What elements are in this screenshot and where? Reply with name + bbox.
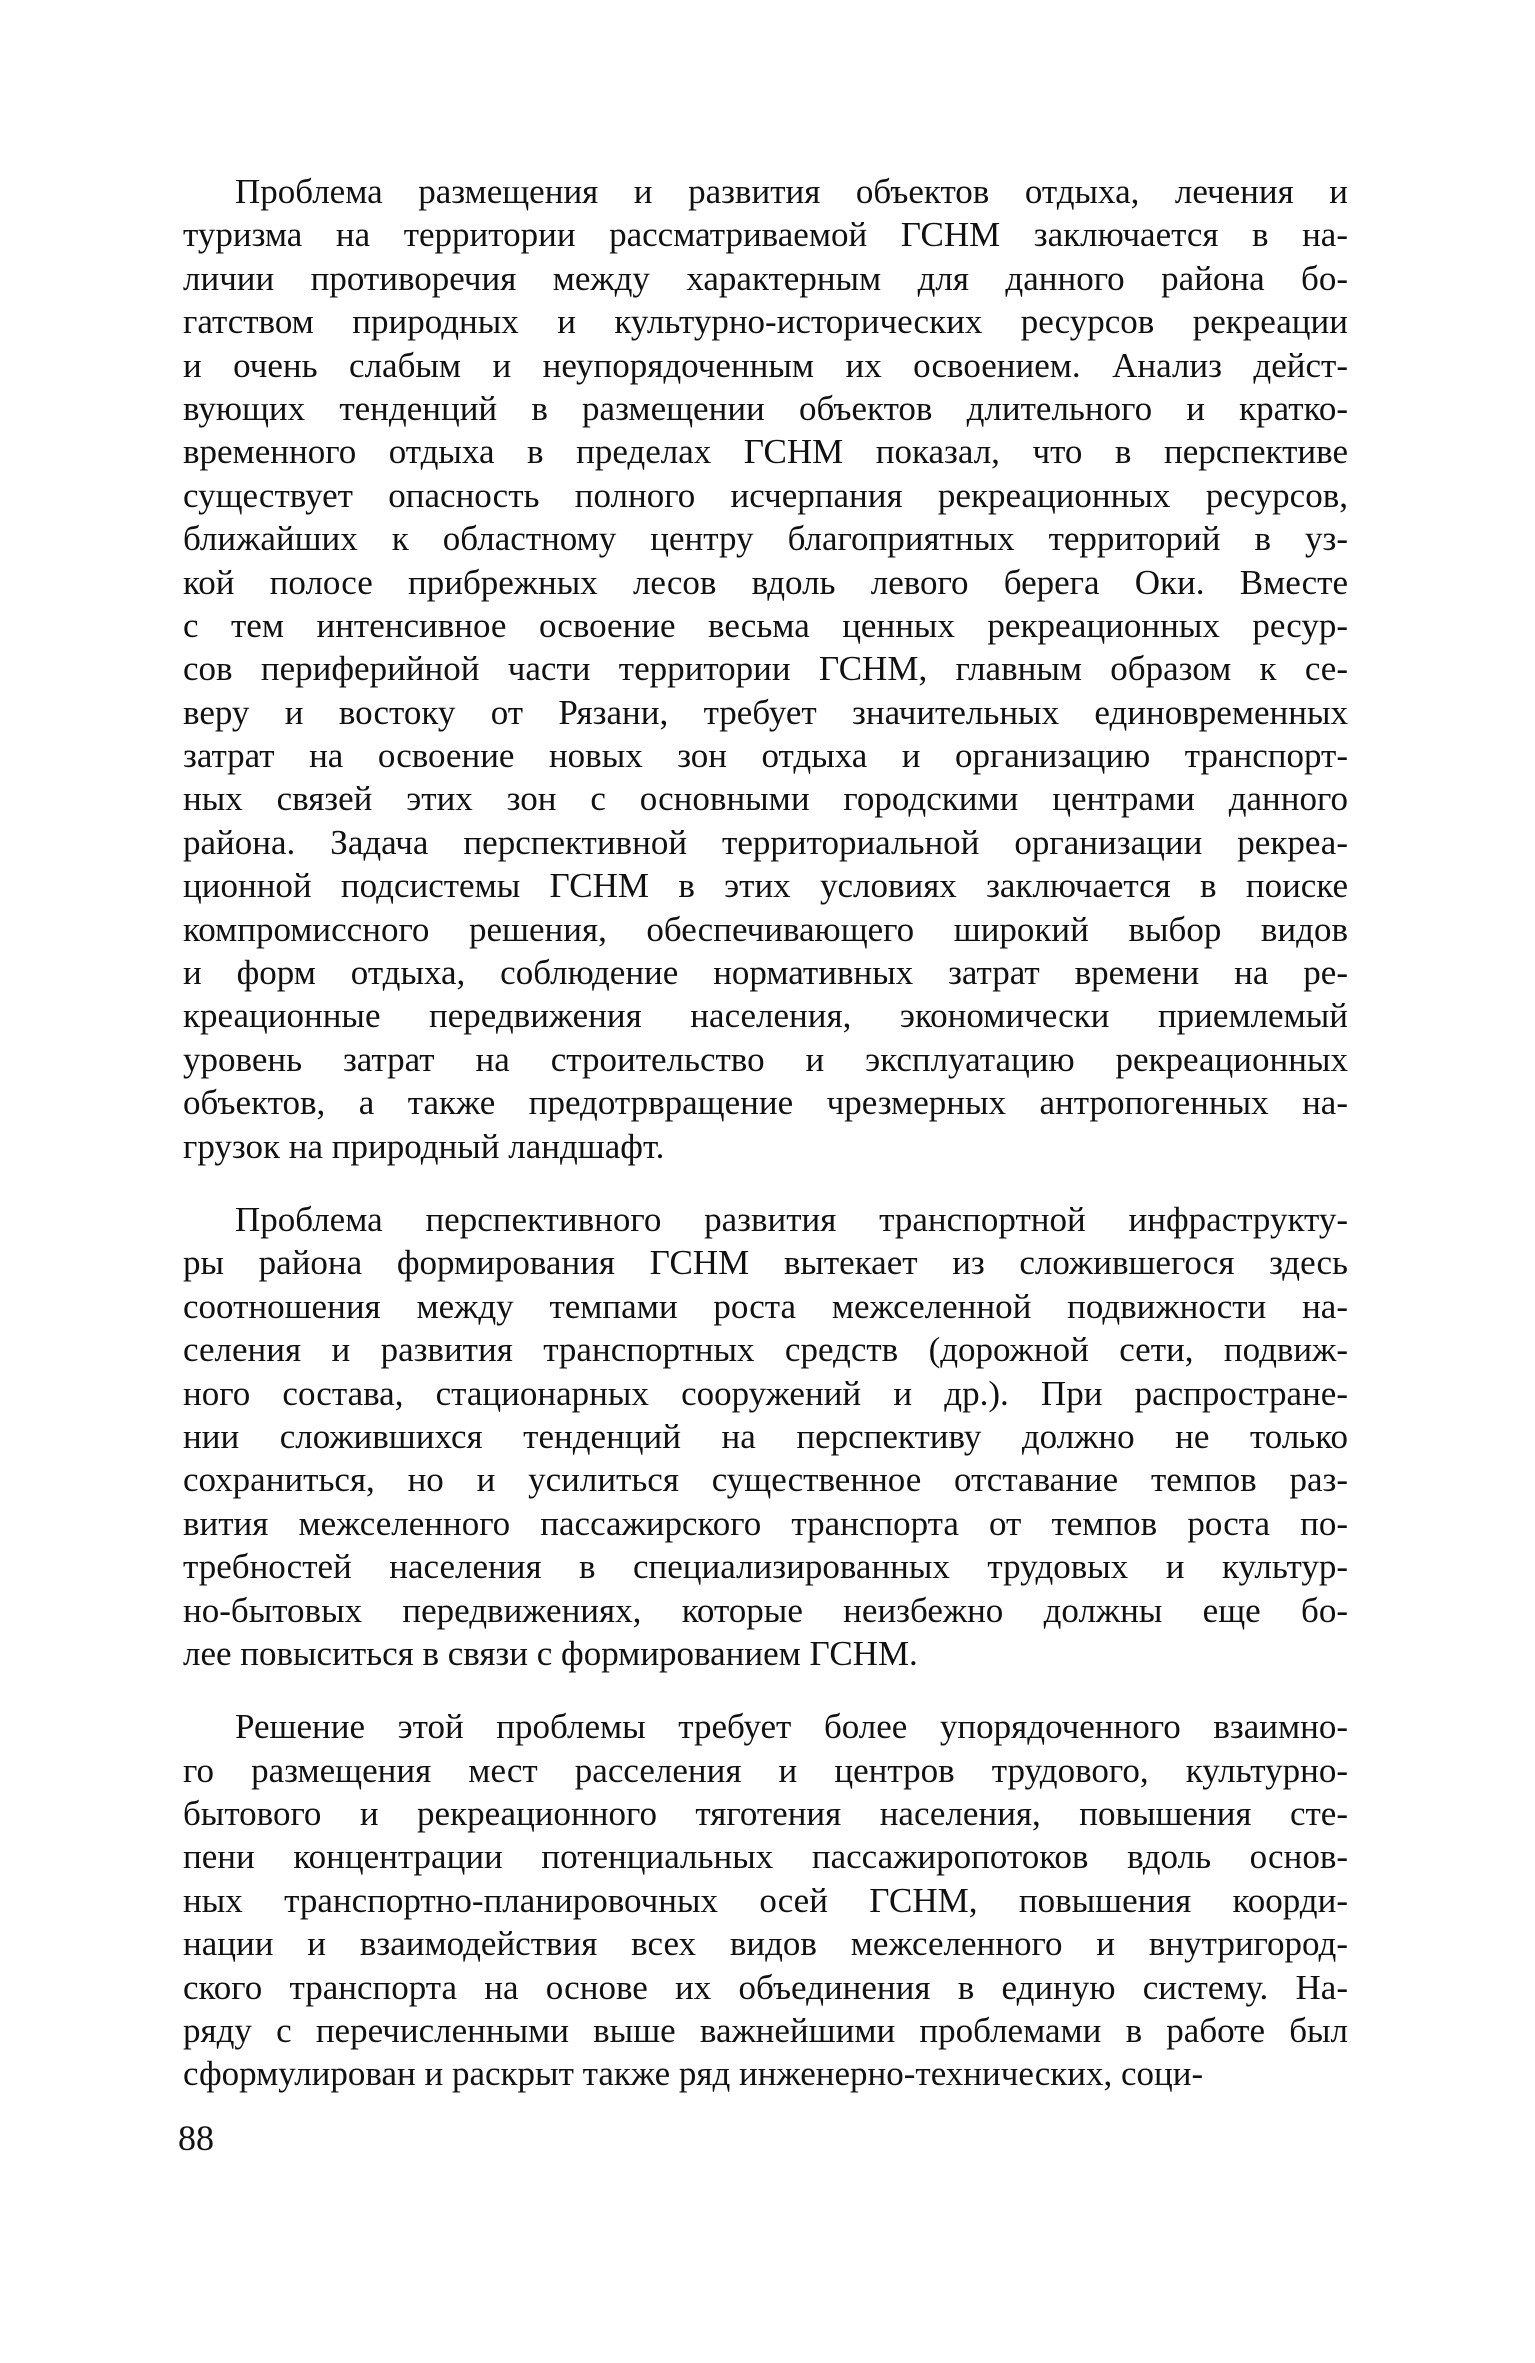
text-line: с тем интенсивное освоение весьма ценных рекреационных ресур- bbox=[183, 605, 1348, 645]
text-line: но-бытовых передвижениях, которые неизбежно должны еще бо- bbox=[183, 1590, 1348, 1630]
text-line: ных связей этих зон с основными городскими центрами данного bbox=[183, 779, 1348, 819]
text-line: нации и взаимодействия всех видов межселенного и внутригород- bbox=[183, 1924, 1348, 1964]
text-line: Решение этой проблемы требует более упорядоченного взаимно- bbox=[235, 1707, 1348, 1747]
text-line: ского транспорта на основе их объединения в единую систему. На- bbox=[183, 1967, 1348, 2007]
text-line: требностей населения в специализированных трудовых и культур- bbox=[183, 1547, 1348, 1587]
page-number: 88 bbox=[178, 2118, 214, 2158]
text-line: Проблема перспективного развития транспортной инфраструкту- bbox=[235, 1199, 1348, 1239]
text-line: района. Задача перспективной территориальной организации рекреа- bbox=[183, 822, 1348, 862]
paragraph-gap bbox=[183, 1168, 1348, 1198]
text-line: сов периферийной части территории ГСНМ, главным образом к се- bbox=[183, 649, 1348, 689]
text-line: компромиссного решения, обеспечивающего широкий выбор видов bbox=[183, 909, 1348, 949]
text-line: объектов, а также предотрвращение чрезмерных антропогенных на- bbox=[183, 1083, 1348, 1123]
text-line: лее повыситься в связи с формированием ГСНМ. bbox=[183, 1633, 918, 1673]
paragraph bbox=[183, 170, 1348, 1168]
text-line: кой полосе прибрежных лесов вдоль левого берега Оки. Вместе bbox=[183, 562, 1348, 602]
text-line: уровень затрат на строительство и эксплуатацию рекреационных bbox=[183, 1039, 1348, 1079]
text-line: бытового и рекреационного тяготения населения, повышения сте- bbox=[183, 1794, 1348, 1834]
text-line: соотношения между темпами роста межселенной подвижности на- bbox=[183, 1286, 1348, 1326]
text-line: сохраниться, но и усилиться существенное отставание темпов раз- bbox=[183, 1460, 1348, 1500]
text-line: Проблема размещения и развития объектов отдыха, лечения и bbox=[235, 172, 1348, 211]
text-line: веру и востоку от Рязани, требует значительных единовременных bbox=[183, 692, 1348, 732]
paragraph bbox=[183, 1198, 1348, 1675]
text-line: ных транспортно-планировочных осей ГСНМ, повышения коорди- bbox=[183, 1880, 1348, 1920]
text-line: нии сложившихся тенденций на перспективу должно не только bbox=[183, 1416, 1348, 1456]
paragraph bbox=[183, 1705, 1348, 2096]
text-line: грузок на природный ландшафт. bbox=[183, 1126, 665, 1166]
body-text bbox=[183, 170, 1348, 2096]
text-line: существует опасность полного исчерпания рекреационных ресурсов, bbox=[183, 475, 1348, 515]
text-line: и форм отдыха, соблюдение нормативных затрат времени на ре- bbox=[183, 953, 1348, 993]
text-line: ного состава, стационарных сооружений и др.). При распростране- bbox=[183, 1373, 1348, 1413]
text-line: личии противоречия между характерным для данного района бо- bbox=[183, 258, 1348, 298]
text-line: и очень слабым и неупорядоченным их освоением. Анализ дейст- bbox=[183, 345, 1348, 385]
text-line: вития межселенного пассажирского транспорта от темпов роста по- bbox=[183, 1503, 1348, 1543]
text-line: го размещения мест расселения и центров трудового, культурно- bbox=[183, 1750, 1348, 1790]
text-line: креационные передвижения населения, экономически приемлемый bbox=[183, 996, 1348, 1036]
text-line: сформулирован и раскрыт также ряд инженерно-технических, соци- bbox=[183, 2054, 1204, 2094]
text-line: вующих тенденций в размещении объектов длительного и кратко- bbox=[183, 388, 1348, 428]
text-line: гатством природных и культурно-исторических ресурсов рекреации bbox=[183, 302, 1348, 342]
text-line: ряду с перечисленными выше важнейшими проблемами в работе был bbox=[183, 2011, 1348, 2051]
text-line: туризма на территории рассматриваемой ГСНМ заключается в на- bbox=[183, 215, 1348, 255]
text-line: временного отдыха в пределах ГСНМ показал, что в перспективе bbox=[183, 432, 1348, 472]
paragraph-gap bbox=[183, 1675, 1348, 1705]
text-line: пени концентрации потенциальных пассажиропотоков вдоль основ- bbox=[183, 1837, 1348, 1877]
text-line: селения и развития транспортных средств (дорожной сети, подвиж- bbox=[183, 1330, 1348, 1370]
text-line: ближайших к областному центру благоприятных территорий в уз- bbox=[183, 519, 1348, 559]
text-line: ры района формирования ГСНМ вытекает из сложившегося здесь bbox=[183, 1243, 1348, 1283]
text-line: затрат на освоение новых зон отдыха и организацию транспорт- bbox=[183, 736, 1348, 776]
text-line: ционной подсистемы ГСНМ в этих условиях заключается в поиске bbox=[183, 866, 1348, 906]
